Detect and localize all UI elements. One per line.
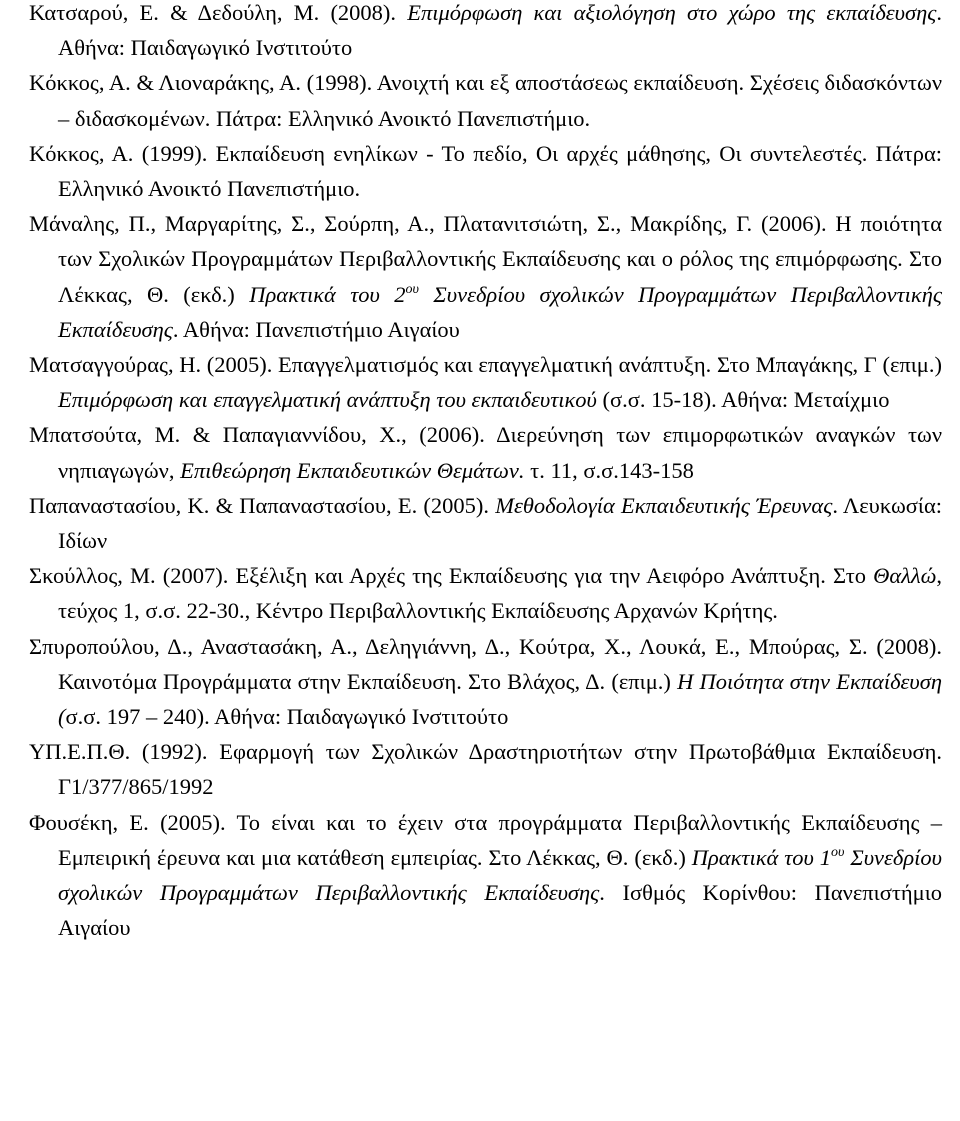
reference-entry	[29, 347, 942, 417]
reference-entry	[29, 136, 942, 206]
reference-text: . Λευκωσία: Ιδίων	[58, 492, 942, 554]
reference-text: Κατσαρού, Ε. & Δεδούλη, Μ. (2008).	[29, 0, 408, 25]
reference-entry	[29, 65, 942, 135]
reference-text: ΥΠ.Ε.Π.Θ. (1992). Εφαρμογή των Σχολικών Δραστηριοτήτων στην Πρωτοβάθμια Εκπαίδευση. Γ1/377/865/1992	[29, 739, 942, 800]
reference-entry	[29, 805, 942, 946]
reference-text: τ. 11, σ.σ.143-158	[524, 457, 694, 483]
reference-text: . Αθήνα: Παιδαγωγικό Ινστιτούτο	[58, 0, 942, 61]
italic-text: Μεθοδολογία Εκπαιδευτικής Έρευνας	[495, 492, 833, 518]
reference-text: Παπαναστασίου, Κ. & Παπαναστασίου, Ε. (2005).	[29, 492, 496, 518]
reference-text: σ.σ. 197 – 240). Αθήνα: Παιδαγωγικό Ινστιτούτο	[65, 704, 509, 730]
italic-text: Πρακτικά του 2	[249, 281, 406, 307]
reference-entry	[29, 0, 942, 65]
reference-text: . Ισθμός Κορίνθου: Πανεπιστήμιο Αιγαίου	[58, 880, 943, 941]
reference-text: Μάναλης, Π., Μαργαρίτης, Σ., Σούρπη, Α., Πλατανιτσιώτη, Σ., Μακρίδης, Γ. (2006). Η ποιότητα των Σχολικών Προγραμμάτων Περιβαλλοντικής Εκπαίδευσης και ο ρόλος της επιμόρφωσης. Στο Λέκκας, Θ. (εκδ.)	[29, 211, 942, 307]
superscript-text: ου	[405, 281, 419, 297]
reference-text: Κόκκος, Α. (1999). Εκπαίδευση ενηλίκων - Το πεδίο, Οι αρχές μάθησης, Οι συντελεστές. Πάτρα: Ελληνικό Ανοικτό Πανεπιστήμιο.	[29, 140, 942, 202]
reference-text: Φουσέκη, Ε. (2005). Το είναι και το έχειν στα προγράμματα Περιβαλλοντικής Εκπαίδευσης – Εμπειρική έρευνα και μια κατάθεση εμπειρίας. Στο Λέκκας, Θ. (εκδ.)	[29, 809, 942, 870]
reference-entry	[29, 629, 942, 735]
reference-text: Σκούλλος, Μ. (2007). Εξέλιξη και Αρχές της Εκπαίδευσης για την Αειφόρο Ανάπτυξη. Στο	[29, 563, 874, 589]
italic-text: Επιθεώρηση Εκπαιδευτικών Θεμάτων.	[180, 457, 525, 483]
italic-text: Πρακτικά του 1	[691, 844, 832, 870]
reference-text: Σπυροπούλου, Δ., Αναστασάκη, Α., Δεληγιάννη, Δ., Κούτρα, Χ., Λουκά, Ε., Μπούρας, Σ. (2008). Καινοτόμα Προγράμματα στην Εκπαίδευση. Στο Βλάχος, Δ. (επιμ.)	[29, 633, 942, 694]
reference-entry	[29, 206, 942, 347]
reference-text: Ματσαγγούρας, Η. (2005). Επαγγελματισμός και επαγγελματική ανάπτυξη. Στο Μπαγάκης, Γ (επιμ.)	[29, 352, 942, 378]
reference-entry	[29, 558, 942, 628]
italic-text: Συνεδρίου σχολικών Προγραμμάτων Περιβαλλοντικής Εκπαίδευσης	[58, 844, 942, 906]
reference-text: (σ.σ. 15-18). Αθήνα: Μεταίχμιο	[596, 387, 890, 413]
superscript-text: ου	[831, 844, 845, 860]
italic-text: Συνεδρίου σχολικών Προγραμμάτων Περιβαλλοντικής Εκπαίδευσης	[58, 281, 942, 342]
reference-entry	[29, 734, 942, 804]
italic-text: Η Ποιότητα στην Εκπαίδευση (	[58, 668, 942, 730]
italic-text: Θαλλώ	[873, 563, 937, 589]
reference-text: Μπατσούτα, Μ. & Παπαγιαννίδου, Χ., (2006). Διερεύνηση των επιμορφωτικών αναγκών των νηπιαγωγών,	[29, 422, 942, 483]
italic-text: Επιμόρφωση και επαγγελματική ανάπτυξη του εκπαιδευτικού	[58, 387, 597, 413]
reference-entry	[29, 417, 942, 487]
italic-text: Επιμόρφωση και αξιολόγηση στο χώρο της εκπαίδευσης	[407, 0, 937, 25]
reference-entry	[29, 488, 942, 558]
reference-text: . Αθήνα: Πανεπιστήμιο Αιγαίου	[172, 316, 460, 342]
reference-text: , τεύχος 1, σ.σ. 22-30., Κέντρο Περιβαλλοντικής Εκπαίδευσης Αρχανών Κρήτης.	[58, 563, 942, 624]
reference-text: Κόκκος, Α. & Λιοναράκης, Α. (1998). Ανοιχτή και εξ αποστάσεως εκπαίδευση. Σχέσεις διδασκόντων – διδασκομένων. Πάτρα: Ελληνικό Ανοικτό Πανεπιστήμιο.	[29, 70, 942, 131]
